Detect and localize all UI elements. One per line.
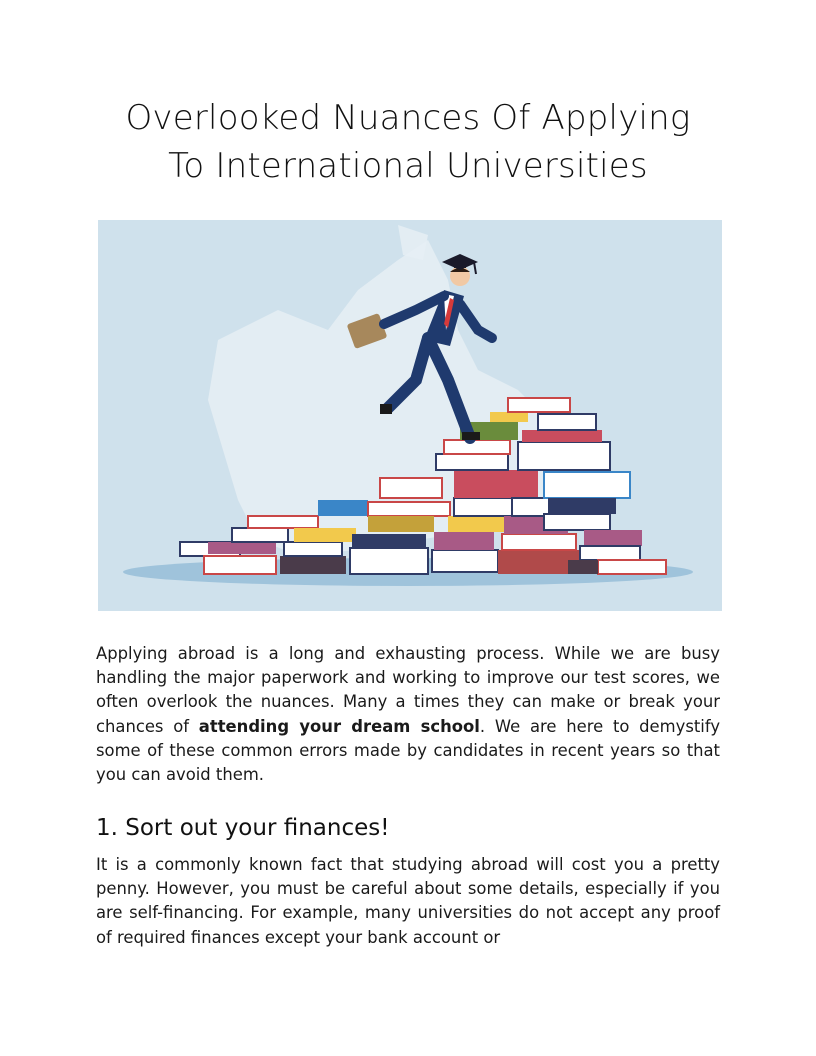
title-line-2: To International Universities — [168, 146, 648, 186]
hero-illustration-svg — [98, 220, 722, 611]
intro-text-2: . We are here to demystify some of these common errors made by candidates in recent years so that you can avoid them. — [96, 716, 721, 785]
hero-illustration — [98, 220, 722, 611]
page-title — [60, 94, 756, 190]
intro-text-1: Applying abroad is a long and exhausting process. While we are busy handling the major paperwork and working to improve our test scores, we often overlook the nuances. Many a times they can make or break your chances of — [96, 644, 720, 736]
section-paragraph-finances: It is a commonly known fact that studying abroad will cost you a pretty penny. However, you must be careful about some details, especially if you are self-financing. For example, many universities do not accept any proof of required finances except your bank account or — [96, 855, 720, 947]
map-silhouette-island — [398, 225, 428, 260]
section-heading-finances: 1. Sort out your finances! — [96, 815, 390, 841]
intro-paragraph — [96, 642, 720, 787]
title-line-1: Overlooked Nuances Of Applying — [125, 98, 691, 138]
intro-bold-phrase: attending your dream school — [198, 716, 480, 736]
